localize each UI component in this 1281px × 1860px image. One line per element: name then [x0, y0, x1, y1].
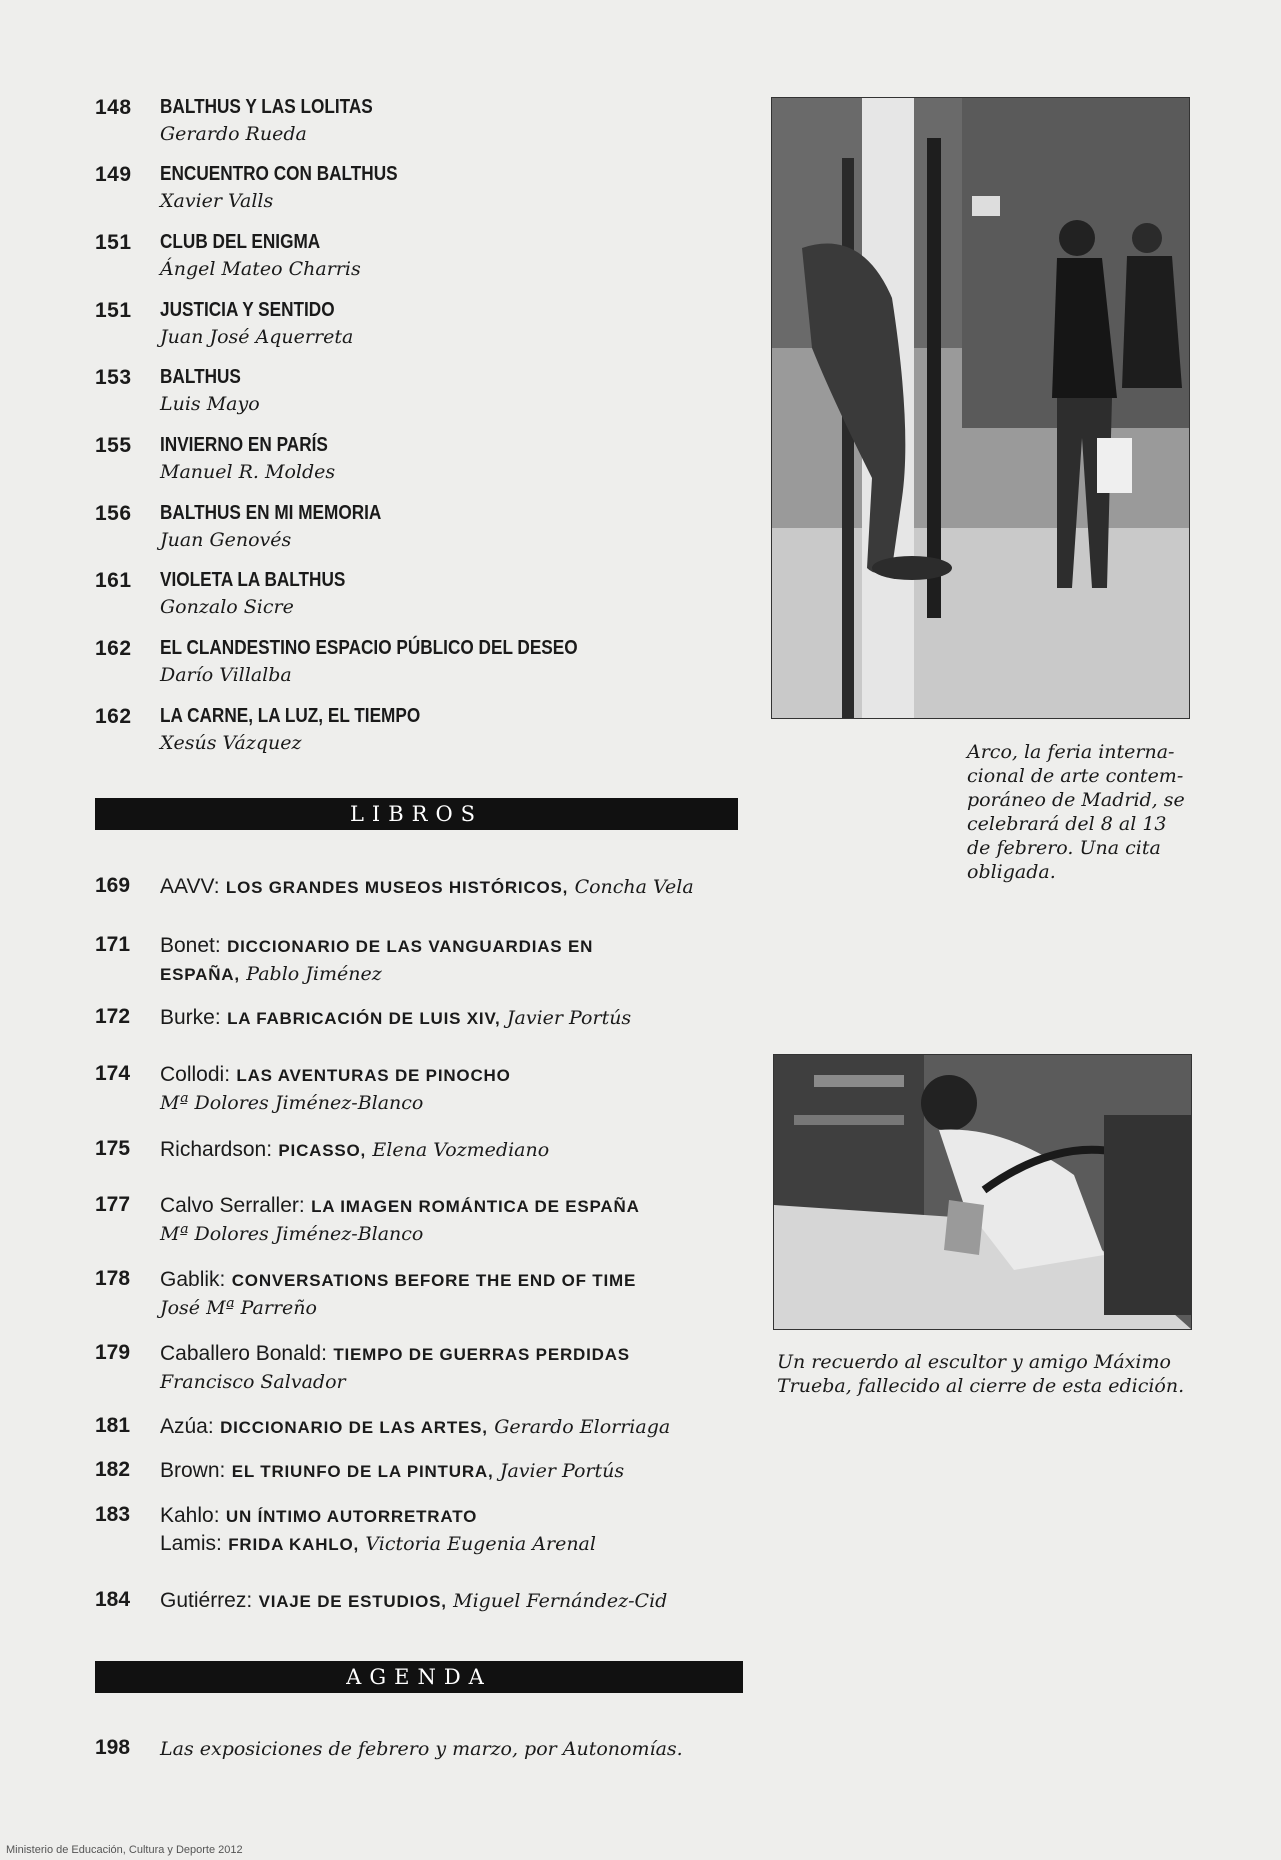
page-number: 161: [95, 569, 132, 592]
sculptor-image: [774, 1055, 1191, 1329]
book-author: Caballero Bonald:: [160, 1342, 327, 1365]
agenda-text: Las exposiciones de febrero y marzo, por Autonomías.: [160, 1738, 683, 1760]
book-title: FRIDA KAHLO,: [228, 1535, 360, 1554]
article-title: BALTHUS EN MI MEMORIA: [160, 502, 382, 524]
book-title: UN ÍNTIMO AUTORRETRATO: [225, 1507, 478, 1526]
page-number: 151: [95, 299, 132, 322]
reviewer: Concha Vela: [574, 876, 694, 898]
article-author: Darío Villalba: [160, 664, 292, 686]
book-title: LAS AVENTURAS DE PINOCHO: [236, 1066, 511, 1085]
book-title-cont: ESPAÑA,: [160, 965, 240, 984]
page-number: 148: [95, 96, 132, 119]
book-author: AAVV:: [160, 875, 220, 898]
reviewer: Javier Portús: [506, 1007, 632, 1029]
article-title: EL CLANDESTINO ESPACIO PÚBLICO DEL DESEO: [160, 637, 578, 659]
book-author: Burke:: [160, 1006, 221, 1029]
article-author: Ángel Mateo Charris: [160, 258, 361, 280]
section-header-libros: LIBROS: [95, 798, 738, 830]
book-title: VIAJE DE ESTUDIOS,: [258, 1592, 447, 1611]
book-author: Gutiérrez:: [160, 1589, 253, 1612]
article-author: Juan José Aquerreta: [160, 326, 354, 348]
caption-line: Un recuerdo al escultor y amigo Máximo: [777, 1351, 1171, 1373]
caption-line: cional de arte contem-: [967, 765, 1184, 787]
book-author: Bonet:: [160, 934, 221, 957]
article-title: CLUB DEL ENIGMA: [160, 231, 321, 253]
page-number: 178: [95, 1267, 131, 1290]
book-title: LA FABRICACIÓN DE LUIS XIV,: [227, 1009, 501, 1028]
article-title: INVIERNO EN PARÍS: [160, 434, 328, 456]
book-author: Azúa:: [160, 1415, 214, 1438]
book-title: PICASSO,: [278, 1141, 367, 1160]
book-author: Gablik:: [160, 1268, 226, 1291]
caption-line: poráneo de Madrid, se: [967, 789, 1185, 811]
reviewer: Victoria Eugenia Arenal: [365, 1533, 596, 1555]
sculptor-caption: [777, 1350, 1197, 1398]
article-title: ENCUENTRO CON BALTHUS: [160, 163, 398, 185]
book-author: Collodi:: [160, 1063, 231, 1086]
reviewer: Miguel Fernández-Cid: [453, 1590, 668, 1612]
book-title: CONVERSATIONS BEFORE THE END OF TIME: [231, 1271, 637, 1290]
arco-caption: [967, 740, 1187, 884]
reviewer: Francisco Salvador: [160, 1371, 346, 1393]
section-header-agenda: AGENDA: [95, 1661, 743, 1693]
page-number: 198: [95, 1736, 131, 1759]
page-number: 175: [95, 1137, 131, 1160]
arco-fair-photo: [771, 97, 1190, 719]
article-author: Luis Mayo: [160, 393, 260, 415]
article-author: Xesús Vázquez: [160, 732, 302, 754]
caption-line: de febrero. Una cita: [967, 837, 1161, 859]
article-author: Gerardo Rueda: [160, 123, 307, 145]
book-title: TIEMPO DE GUERRAS PERDIDAS: [333, 1345, 630, 1364]
article-author: Manuel R. Moldes: [160, 461, 336, 483]
caption-line: Arco, la feria interna-: [967, 741, 1175, 763]
caption-line: Trueba, fallecido al cierre de esta edición.: [777, 1375, 1185, 1397]
page-number: 179: [95, 1341, 131, 1364]
reviewer: Mª Dolores Jiménez-Blanco: [160, 1223, 424, 1245]
arco-fair-image: [772, 98, 1189, 718]
page-number: 149: [95, 163, 132, 186]
book-author: Brown:: [160, 1459, 226, 1482]
reviewer: Pablo Jiménez: [246, 963, 382, 985]
book-author: Richardson:: [160, 1138, 273, 1161]
page-number: 169: [95, 874, 131, 897]
page-number: 171: [95, 933, 131, 956]
article-title: BALTHUS: [160, 366, 241, 388]
book-author: Calvo Serraller:: [160, 1194, 305, 1217]
page-number: 162: [95, 705, 132, 728]
page-number: 156: [95, 502, 132, 525]
book-title: LA IMAGEN ROMÁNTICA DE ESPAÑA: [311, 1197, 640, 1216]
page-number: 162: [95, 637, 132, 660]
caption-line: obligada.: [967, 861, 1056, 883]
article-title: JUSTICIA Y SENTIDO: [160, 299, 335, 321]
reviewer: José Mª Parreño: [160, 1297, 317, 1319]
footer-credit: Ministerio de Educación, Cultura y Deporte 2012: [6, 1844, 243, 1856]
caption-line: celebrará del 8 al 13: [967, 813, 1167, 835]
page-number: 153: [95, 366, 132, 389]
reviewer: Gerardo Elorriaga: [494, 1416, 671, 1438]
reviewer: Mª Dolores Jiménez-Blanco: [160, 1092, 424, 1114]
page-number: 174: [95, 1062, 131, 1085]
book-author: Lamis:: [160, 1532, 222, 1555]
book-title: LOS GRANDES MUSEOS HISTÓRICOS,: [225, 878, 569, 897]
article-title: BALTHUS Y LAS LOLITAS: [160, 96, 373, 118]
reviewer: Elena Vozmediano: [372, 1139, 550, 1161]
article-author: Xavier Valls: [160, 190, 274, 212]
article-title: LA CARNE, LA LUZ, EL TIEMPO: [160, 705, 421, 727]
book-title: EL TRIUNFO DE LA PINTURA,: [231, 1462, 494, 1481]
page-number: 155: [95, 434, 132, 457]
page-number: 151: [95, 231, 132, 254]
page-number: 172: [95, 1005, 131, 1028]
article-title: VIOLETA LA BALTHUS: [160, 569, 346, 591]
page-number: 177: [95, 1193, 131, 1216]
page-number: 181: [95, 1414, 131, 1437]
reviewer: Javier Portús: [499, 1460, 625, 1482]
article-author: Juan Genovés: [160, 529, 292, 551]
book-author: Kahlo:: [160, 1504, 220, 1527]
book-title: DICCIONARIO DE LAS VANGUARDIAS EN: [227, 937, 594, 956]
sculptor-photo: [773, 1054, 1192, 1330]
book-title: DICCIONARIO DE LAS ARTES,: [220, 1418, 488, 1437]
page-number: 184: [95, 1588, 131, 1611]
article-author: Gonzalo Sicre: [160, 596, 294, 618]
page-number: 182: [95, 1458, 131, 1481]
page-number: 183: [95, 1503, 131, 1526]
